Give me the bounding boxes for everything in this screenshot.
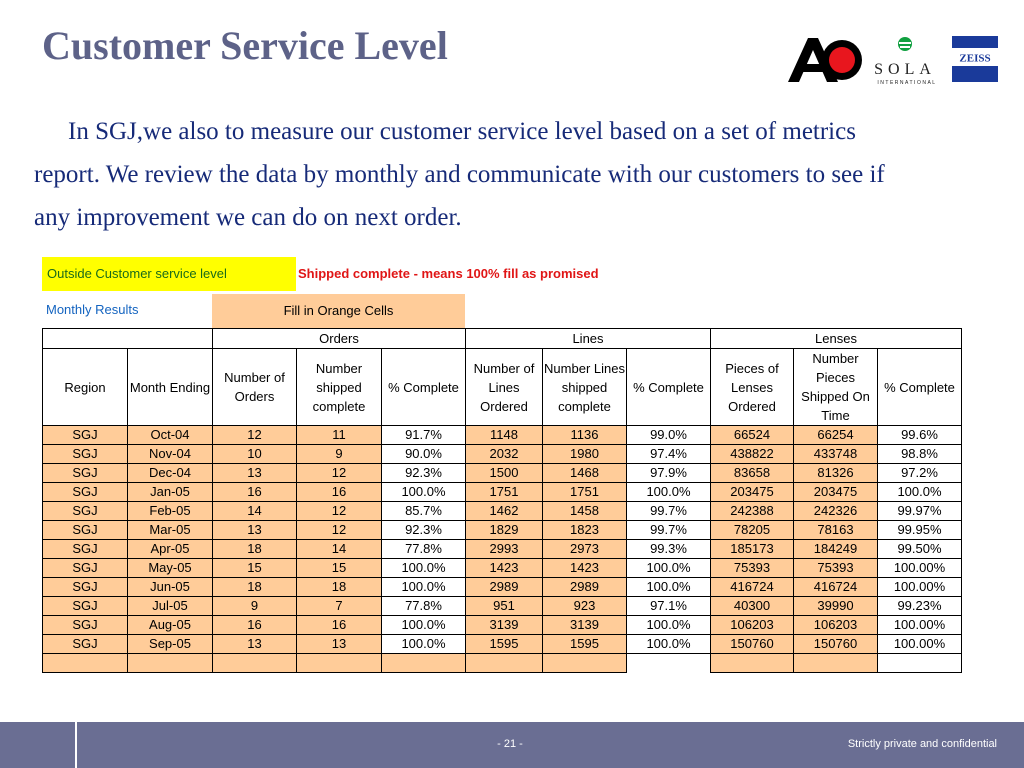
table-cell: 416724 bbox=[794, 578, 878, 597]
table-cell: 1595 bbox=[466, 635, 543, 654]
table-cell: 100.0% bbox=[382, 483, 466, 502]
table-cell: 77.8% bbox=[382, 540, 466, 559]
col-header: Number Pieces Shipped On Time bbox=[794, 349, 878, 426]
sola-logo bbox=[874, 37, 936, 86]
table-cell: 106203 bbox=[711, 616, 794, 635]
table-cell: SGJ bbox=[43, 635, 128, 654]
shipped-complete-note: Shipped complete - means 100% fill as promised bbox=[298, 266, 599, 281]
table-cell: 1136 bbox=[543, 426, 627, 445]
table-cell-empty bbox=[627, 654, 711, 673]
table-cell: 9 bbox=[297, 445, 382, 464]
table-cell: 100.0% bbox=[627, 578, 711, 597]
table-cell: Jun-05 bbox=[128, 578, 213, 597]
table-body bbox=[43, 426, 962, 673]
table-cell: 15 bbox=[297, 559, 382, 578]
column-header-row bbox=[43, 349, 962, 426]
table-cell: 100.0% bbox=[627, 559, 711, 578]
table-cell: 1823 bbox=[543, 521, 627, 540]
table-cell: 12 bbox=[213, 426, 297, 445]
table-cell: 13 bbox=[213, 635, 297, 654]
table-cell: 39990 bbox=[794, 597, 878, 616]
col-header: % Complete bbox=[382, 349, 466, 426]
table-cell: SGJ bbox=[43, 616, 128, 635]
group-lines: Lines bbox=[466, 329, 711, 349]
table-cell: Feb-05 bbox=[128, 502, 213, 521]
table-cell: 18 bbox=[297, 578, 382, 597]
table-cell: 951 bbox=[466, 597, 543, 616]
table-cell: 99.23% bbox=[878, 597, 962, 616]
table-cell: Nov-04 bbox=[128, 445, 213, 464]
table-cell: 150760 bbox=[711, 635, 794, 654]
col-header: Region bbox=[43, 349, 128, 426]
table-cell: 12 bbox=[297, 521, 382, 540]
table-cell: 7 bbox=[297, 597, 382, 616]
table-cell: 100.0% bbox=[382, 616, 466, 635]
table-cell-empty bbox=[794, 654, 878, 673]
table-cell: 1500 bbox=[466, 464, 543, 483]
table-cell: 1751 bbox=[543, 483, 627, 502]
slide-title: Customer Service Level bbox=[42, 23, 448, 68]
table-cell: 100.0% bbox=[382, 559, 466, 578]
table-cell: 2989 bbox=[543, 578, 627, 597]
table-cell: 2973 bbox=[543, 540, 627, 559]
table-cell-empty bbox=[711, 654, 794, 673]
table-cell: 40300 bbox=[711, 597, 794, 616]
table-cell: 77.8% bbox=[382, 597, 466, 616]
table-cell-empty bbox=[382, 654, 466, 673]
table-cell: 2032 bbox=[466, 445, 543, 464]
table-cell: 3139 bbox=[466, 616, 543, 635]
sola-logo-sub: INTERNATIONAL bbox=[877, 80, 937, 86]
monthly-results-label: Monthly Results bbox=[46, 302, 139, 317]
table-cell: 18 bbox=[213, 578, 297, 597]
col-header: Month Ending bbox=[128, 349, 213, 426]
table-cell: SGJ bbox=[43, 483, 128, 502]
table-row bbox=[43, 559, 962, 578]
col-header: Number shipped complete bbox=[297, 349, 382, 426]
table-cell: Oct-04 bbox=[128, 426, 213, 445]
table-cell: 100.0% bbox=[627, 616, 711, 635]
table-row bbox=[43, 578, 962, 597]
table-cell: 16 bbox=[297, 483, 382, 502]
outside-service-label: Outside Customer service level bbox=[42, 257, 296, 291]
table-cell: 99.6% bbox=[878, 426, 962, 445]
table-cell: 14 bbox=[213, 502, 297, 521]
table-cell: 1148 bbox=[466, 426, 543, 445]
table-cell: SGJ bbox=[43, 521, 128, 540]
table-cell: 92.3% bbox=[382, 521, 466, 540]
table-row bbox=[43, 483, 962, 502]
fill-orange-cells-label: Fill in Orange Cells bbox=[212, 294, 465, 328]
table-cell: 11 bbox=[297, 426, 382, 445]
table-cell: 1829 bbox=[466, 521, 543, 540]
table-cell: 66524 bbox=[711, 426, 794, 445]
table-cell: 97.2% bbox=[878, 464, 962, 483]
table-cell: 92.3% bbox=[382, 464, 466, 483]
table-cell: SGJ bbox=[43, 578, 128, 597]
table-cell: 85.7% bbox=[382, 502, 466, 521]
table-cell: 98.8% bbox=[878, 445, 962, 464]
table-cell: 75393 bbox=[711, 559, 794, 578]
table-cell: 1423 bbox=[466, 559, 543, 578]
table-row bbox=[43, 616, 962, 635]
table-cell: 203475 bbox=[711, 483, 794, 502]
logo-svg bbox=[786, 32, 1002, 88]
col-header: Number Lines shipped complete bbox=[543, 349, 627, 426]
table-cell: 100.00% bbox=[878, 616, 962, 635]
table-cell: 66254 bbox=[794, 426, 878, 445]
table-cell: SGJ bbox=[43, 597, 128, 616]
table-cell: 100.00% bbox=[878, 578, 962, 597]
table-cell-empty bbox=[43, 654, 128, 673]
table-cell: 106203 bbox=[794, 616, 878, 635]
table-row bbox=[43, 521, 962, 540]
zeiss-logo-text: ZEISS bbox=[959, 52, 991, 65]
col-header: Number of Orders bbox=[213, 349, 297, 426]
table-cell: Dec-04 bbox=[128, 464, 213, 483]
table-cell: 18 bbox=[213, 540, 297, 559]
table-cell: 99.0% bbox=[627, 426, 711, 445]
table-cell: 97.9% bbox=[627, 464, 711, 483]
table-cell: 150760 bbox=[794, 635, 878, 654]
table-cell: 2993 bbox=[466, 540, 543, 559]
table-cell: 1462 bbox=[466, 502, 543, 521]
table-row bbox=[43, 540, 962, 559]
intro-paragraph bbox=[34, 110, 904, 239]
table-cell: 438822 bbox=[711, 445, 794, 464]
table-cell: Apr-05 bbox=[128, 540, 213, 559]
table-cell: 100.00% bbox=[878, 559, 962, 578]
group-header-row bbox=[43, 329, 962, 349]
table-cell: 97.4% bbox=[627, 445, 711, 464]
intro-text: In SGJ,we also to measure our customer service level based on a set of metrics report. We review the data by monthly and communicate with our customers to see if any improvement we can do on next order. bbox=[34, 118, 885, 231]
table-cell: 99.7% bbox=[627, 521, 711, 540]
table-cell: 90.0% bbox=[382, 445, 466, 464]
confidential-note: Strictly private and confidential bbox=[847, 738, 997, 750]
table-cell: 1423 bbox=[543, 559, 627, 578]
table-cell: SGJ bbox=[43, 559, 128, 578]
table-cell: 91.7% bbox=[382, 426, 466, 445]
table-cell: 1980 bbox=[543, 445, 627, 464]
table-cell: 81326 bbox=[794, 464, 878, 483]
col-header: % Complete bbox=[878, 349, 962, 426]
table-cell: 83658 bbox=[711, 464, 794, 483]
table-cell: May-05 bbox=[128, 559, 213, 578]
zeiss-logo bbox=[952, 36, 998, 82]
table-cell: 3139 bbox=[543, 616, 627, 635]
table-cell: 16 bbox=[297, 616, 382, 635]
table-cell: 99.97% bbox=[878, 502, 962, 521]
table-row bbox=[43, 445, 962, 464]
footer-bar bbox=[0, 722, 1024, 768]
table-cell: SGJ bbox=[43, 426, 128, 445]
table-cell: SGJ bbox=[43, 445, 128, 464]
table-cell: 184249 bbox=[794, 540, 878, 559]
table-cell: 78163 bbox=[794, 521, 878, 540]
table-cell: Jan-05 bbox=[128, 483, 213, 502]
table-cell: 99.3% bbox=[627, 540, 711, 559]
table-cell: 99.7% bbox=[627, 502, 711, 521]
table-cell-empty bbox=[543, 654, 627, 673]
table-cell: 15 bbox=[213, 559, 297, 578]
table-cell-empty bbox=[297, 654, 382, 673]
table-cell: 1595 bbox=[543, 635, 627, 654]
table-cell: 923 bbox=[543, 597, 627, 616]
table-cell: 1751 bbox=[466, 483, 543, 502]
table-cell: 97.1% bbox=[627, 597, 711, 616]
table-cell: 203475 bbox=[794, 483, 878, 502]
col-header: Pieces of Lenses Ordered bbox=[711, 349, 794, 426]
table-cell: 13 bbox=[213, 464, 297, 483]
table-cell: 1458 bbox=[543, 502, 627, 521]
table-row-empty bbox=[43, 654, 962, 673]
table-cell: 9 bbox=[213, 597, 297, 616]
table-cell: SGJ bbox=[43, 540, 128, 559]
table-cell: Aug-05 bbox=[128, 616, 213, 635]
table-cell: 100.0% bbox=[382, 635, 466, 654]
sola-logo-text: SOLA bbox=[874, 61, 936, 78]
service-level-table bbox=[42, 328, 962, 673]
table-row bbox=[43, 597, 962, 616]
group-header-blank bbox=[43, 329, 213, 349]
table-row bbox=[43, 635, 962, 654]
table-cell: 78205 bbox=[711, 521, 794, 540]
table-cell: 16 bbox=[213, 483, 297, 502]
table-cell: 99.95% bbox=[878, 521, 962, 540]
table-cell: SGJ bbox=[43, 502, 128, 521]
logo-group bbox=[786, 32, 1002, 88]
table-cell: 416724 bbox=[711, 578, 794, 597]
col-header: % Complete bbox=[627, 349, 711, 426]
table-cell: 12 bbox=[297, 502, 382, 521]
table-cell: 100.0% bbox=[627, 483, 711, 502]
col-header: Number of Lines Ordered bbox=[466, 349, 543, 426]
table-cell: 242326 bbox=[794, 502, 878, 521]
footer-divider bbox=[75, 722, 77, 768]
table-cell: 14 bbox=[297, 540, 382, 559]
table-row bbox=[43, 464, 962, 483]
table-cell: SGJ bbox=[43, 464, 128, 483]
table-cell: Mar-05 bbox=[128, 521, 213, 540]
table-cell: 185173 bbox=[711, 540, 794, 559]
table-row bbox=[43, 426, 962, 445]
ao-logo-text: AO bbox=[786, 32, 788, 33]
table-cell: 13 bbox=[297, 635, 382, 654]
ao-logo bbox=[786, 32, 862, 82]
group-lenses: Lenses bbox=[711, 329, 962, 349]
table-cell: 100.0% bbox=[627, 635, 711, 654]
table-cell: 433748 bbox=[794, 445, 878, 464]
table-cell-empty bbox=[878, 654, 962, 673]
table-cell: 100.0% bbox=[878, 483, 962, 502]
table-cell: 13 bbox=[213, 521, 297, 540]
table-cell: 100.0% bbox=[382, 578, 466, 597]
table-cell: 99.50% bbox=[878, 540, 962, 559]
table-cell-empty bbox=[213, 654, 297, 673]
table-cell: 1468 bbox=[543, 464, 627, 483]
table-cell: 16 bbox=[213, 616, 297, 635]
table-cell-empty bbox=[466, 654, 543, 673]
page-number: - 21 - bbox=[497, 738, 523, 750]
table-cell: 75393 bbox=[794, 559, 878, 578]
table-cell: 10 bbox=[213, 445, 297, 464]
table-cell: Sep-05 bbox=[128, 635, 213, 654]
table-row bbox=[43, 502, 962, 521]
table-cell: Jul-05 bbox=[128, 597, 213, 616]
table-cell-empty bbox=[128, 654, 213, 673]
group-orders: Orders bbox=[213, 329, 466, 349]
table-cell: 12 bbox=[297, 464, 382, 483]
table-cell: 2989 bbox=[466, 578, 543, 597]
table-cell: 100.00% bbox=[878, 635, 962, 654]
table-cell: 242388 bbox=[711, 502, 794, 521]
